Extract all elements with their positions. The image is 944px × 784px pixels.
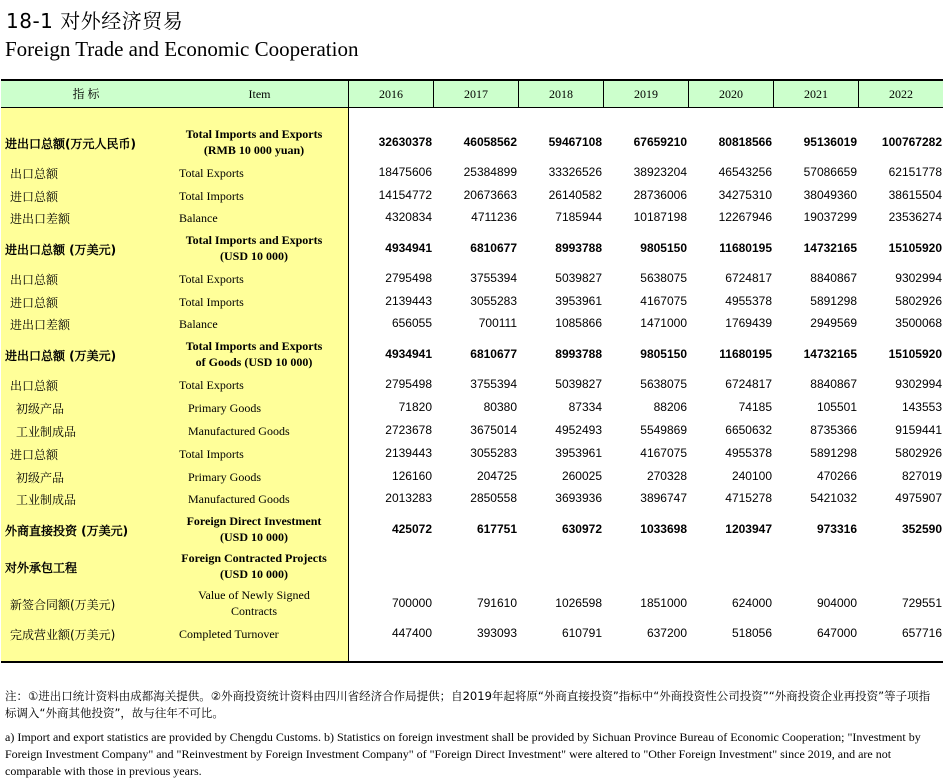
- cell-value: 827019: [901, 469, 942, 483]
- cell-value: 624000: [731, 596, 772, 610]
- row-label-cn: 对外承包工程: [5, 561, 78, 575]
- cell-value: 14154772: [378, 188, 432, 202]
- header-indicator: 指 标: [72, 87, 100, 101]
- header-year-2022: 2022: [889, 87, 913, 101]
- cell-value: 1026598: [555, 596, 602, 610]
- row-label-en: Total Exports: [179, 166, 244, 180]
- cell-value: 5421032: [810, 491, 857, 505]
- cell-value: 260025: [561, 469, 602, 483]
- row-label-cn: 工业制成品: [16, 425, 77, 439]
- cell-value: 1851000: [640, 596, 687, 610]
- row-label-cn: 完成营业额(万美元): [10, 628, 116, 642]
- row-label-en: Total Imports: [179, 447, 244, 461]
- cell-value: 38049360: [803, 188, 857, 202]
- cell-value: 791610: [476, 596, 517, 610]
- cell-value: 470266: [816, 469, 857, 483]
- row-label-cn: 初级产品: [16, 402, 65, 416]
- row-label-en-line: Foreign Direct Investment: [186, 514, 322, 528]
- row-label-en: Balance: [179, 317, 218, 331]
- header-year-2021: 2021: [804, 87, 828, 101]
- row-label-en-line: Total Imports and Exports: [185, 339, 323, 353]
- cell-value: 3755394: [470, 377, 517, 391]
- row-label-en: Completed Turnover: [179, 627, 279, 641]
- cell-value: 1033698: [640, 522, 687, 536]
- cell-value: 617751: [476, 522, 517, 536]
- row-label-en: Balance: [179, 211, 218, 225]
- cell-value: 270328: [646, 469, 687, 483]
- row-label-en: Manufactured Goods: [188, 424, 290, 438]
- cell-value: 9302994: [895, 271, 942, 285]
- cell-value: 9805150: [640, 347, 687, 361]
- row-label-cn: 进出口差额: [10, 318, 71, 332]
- cell-value: 4711236: [471, 210, 517, 224]
- cell-value: 6810677: [470, 347, 517, 361]
- cell-value: 610791: [561, 626, 602, 640]
- row-label-en-line: Foreign Contracted Projects: [181, 551, 327, 565]
- row-label-en: Total Imports: [179, 295, 244, 309]
- cell-value: 700000: [391, 596, 432, 610]
- row-label-en: [169, 550, 339, 582]
- cell-value: 1085866: [555, 316, 602, 330]
- row-label-en: Primary Goods: [188, 401, 261, 415]
- cell-value: 15105920: [888, 347, 942, 361]
- cell-value: 425072: [391, 522, 432, 536]
- row-label-en: Primary Goods: [188, 470, 261, 484]
- cell-value: 33326526: [548, 165, 602, 179]
- cell-value: 80818566: [718, 135, 772, 149]
- cell-value: 2795498: [385, 271, 432, 285]
- cell-value: 5891298: [810, 446, 857, 460]
- cell-value: 3896747: [640, 491, 687, 505]
- cell-value: 19037299: [803, 210, 857, 224]
- cell-value: 4955378: [725, 446, 772, 460]
- cell-value: 656055: [391, 316, 432, 330]
- cell-value: 8993788: [555, 347, 602, 361]
- cell-value: 5802926: [895, 446, 942, 460]
- cell-value: 2850558: [470, 491, 517, 505]
- cell-value: 700111: [478, 316, 517, 330]
- row-label-en: [169, 587, 339, 619]
- cell-value: 3953961: [555, 294, 602, 308]
- cell-value: 8840867: [810, 377, 857, 391]
- cell-value: 637200: [646, 626, 687, 640]
- notes-en: a) Import and export statistics are provided by Chengdu Customs. b) Statistics on foreign investment shall be provided by Sichuan Province Bureau of Economic Cooperation; "Investment by Foreign Investment Company" and "Reinvestment by Foreign Investment Company" of "Foreign Direct Investment" were altered to "Other Foreign Investment" since 2019, and are not comparable with those in previous years.: [5, 730, 921, 778]
- cell-value: 62151778: [888, 165, 942, 179]
- cell-value: 88206: [653, 400, 687, 414]
- cell-value: 11680195: [719, 347, 772, 361]
- cell-value: 393093: [476, 626, 517, 640]
- cell-value: 1769439: [725, 316, 772, 330]
- row-label-cn: 进口总额: [10, 448, 59, 462]
- row-label-cn: 出口总额: [10, 167, 59, 181]
- header-year-2018: 2018: [549, 87, 573, 101]
- cell-value: 904000: [816, 596, 857, 610]
- row-label-en: Total Exports: [179, 378, 244, 392]
- cell-value: 9159441: [895, 423, 942, 437]
- row-label-en-line: Total Imports and Exports: [185, 127, 323, 141]
- cell-value: 729551: [901, 596, 942, 610]
- cell-value: 20673663: [463, 188, 517, 202]
- cell-value: 23536274: [888, 210, 942, 224]
- cell-value: 2139443: [385, 294, 432, 308]
- row-label-en-line: Contracts: [231, 604, 277, 618]
- cell-value: 38615504: [888, 188, 942, 202]
- row-label-cn: 新签合同额(万美元): [10, 598, 116, 612]
- cell-value: 3693936: [555, 491, 602, 505]
- row-label-cn: 进口总额: [10, 296, 59, 310]
- cell-value: 6724817: [725, 377, 772, 391]
- header-year-2020: 2020: [719, 87, 743, 101]
- header-year-2017: 2017: [464, 87, 488, 101]
- cell-value: 14732165: [803, 241, 857, 255]
- cell-value: 5039827: [555, 377, 602, 391]
- cell-value: 28736006: [633, 188, 687, 202]
- cell-value: 5549869: [640, 423, 687, 437]
- page-title-en: Foreign Trade and Economic Cooperation: [5, 37, 359, 61]
- cell-value: 95136019: [803, 135, 857, 149]
- cell-value: 3755394: [470, 271, 517, 285]
- cell-value: 12267946: [718, 210, 772, 224]
- cell-value: 5891298: [810, 294, 857, 308]
- cell-value: 4167075: [640, 294, 687, 308]
- notes-cn: 注：①进出口统计资料由成都海关提供。②外商投资统计资料由四川省经济合作局提供；自2019年起将原“外商直接投资”指标中“外商投资性公司投资”“外商投资企业再投资”等子项指标调入“外商其他投资”，故与往年不可比。: [5, 689, 931, 720]
- cell-value: 9805150: [640, 241, 687, 255]
- cell-value: 7185944: [555, 210, 602, 224]
- cell-value: 8735366: [810, 423, 857, 437]
- cell-value: 3953961: [555, 446, 602, 460]
- cell-value: 11680195: [719, 241, 772, 255]
- cell-value: 71820: [398, 400, 432, 414]
- cell-value: 100767282: [881, 135, 942, 149]
- row-label-en-line: Total Imports and Exports: [185, 233, 323, 247]
- row-label-en-line: (USD 10 000): [220, 567, 288, 581]
- label-column-divider: [348, 108, 349, 661]
- cell-value: 38923204: [633, 165, 687, 179]
- cell-value: 6650632: [725, 423, 772, 437]
- cell-value: 5039827: [555, 271, 602, 285]
- cell-value: 105501: [816, 400, 857, 414]
- cell-value: 352590: [901, 522, 942, 536]
- row-label-en-line: Value of Newly Signed: [198, 588, 310, 602]
- table-bottom-rule: [1, 661, 943, 663]
- row-label-en-line: (USD 10 000): [220, 530, 288, 544]
- cell-value: 4934941: [385, 347, 432, 361]
- row-label-cn: 外商直接投资 (万美元): [5, 524, 129, 538]
- cell-value: 18475606: [378, 165, 432, 179]
- cell-value: 2013283: [385, 491, 432, 505]
- cell-value: 46058562: [463, 135, 517, 149]
- cell-value: 4320834: [385, 210, 432, 224]
- cell-value: 6724817: [725, 271, 772, 285]
- cell-value: 14732165: [803, 347, 857, 361]
- cell-value: 15105920: [888, 241, 942, 255]
- header-year-2019: 2019: [634, 87, 658, 101]
- cell-value: 1471000: [640, 316, 687, 330]
- row-label-en: Total Imports: [179, 189, 244, 203]
- cell-value: 2723678: [385, 423, 432, 437]
- cell-value: 657716: [901, 626, 942, 640]
- row-label-en: Manufactured Goods: [188, 492, 290, 506]
- cell-value: 4934941: [385, 241, 432, 255]
- row-label-en-line: (RMB 10 000 yuan): [203, 143, 305, 157]
- row-label-en: [169, 338, 339, 370]
- cell-value: 447400: [391, 626, 432, 640]
- cell-value: 4715278: [725, 491, 772, 505]
- cell-value: 8993788: [555, 241, 602, 255]
- cell-value: 518056: [731, 626, 772, 640]
- cell-value: 647000: [816, 626, 857, 640]
- cell-value: 46543256: [718, 165, 772, 179]
- cell-value: 67659210: [633, 135, 687, 149]
- cell-value: 143553: [901, 400, 942, 414]
- cell-value: 126160: [391, 469, 432, 483]
- row-label-en: Total Exports: [179, 272, 244, 286]
- row-label-cn: 进出口总额 (万美元): [5, 349, 117, 363]
- cell-value: 4955378: [725, 294, 772, 308]
- cell-value: 87334: [568, 400, 602, 414]
- row-label-en: [169, 126, 339, 158]
- row-label-cn: 进出口总额(万元人民币): [5, 137, 136, 151]
- cell-value: 59467108: [548, 135, 602, 149]
- cell-value: 10187198: [633, 210, 687, 224]
- cell-value: 57086659: [803, 165, 857, 179]
- row-label-cn: 进出口差额: [10, 212, 71, 226]
- cell-value: 240100: [731, 469, 772, 483]
- cell-value: 1203947: [725, 522, 772, 536]
- row-label-cn: 出口总额: [10, 273, 59, 287]
- cell-value: 34275310: [718, 188, 772, 202]
- cell-value: 3500068: [895, 316, 942, 330]
- row-label-en: [169, 513, 339, 545]
- cell-value: 9302994: [895, 377, 942, 391]
- cell-value: 74185: [738, 400, 772, 414]
- cell-value: 5638075: [640, 271, 687, 285]
- cell-value: 5638075: [640, 377, 687, 391]
- cell-value: 26140582: [548, 188, 602, 202]
- header-item: Item: [248, 87, 271, 101]
- row-label-en: [169, 232, 339, 264]
- page-title-cn: 18-1 对外经济贸易: [6, 9, 184, 33]
- row-label-en-line: of Goods (USD 10 000): [195, 355, 313, 369]
- table-header: [1, 81, 943, 108]
- cell-value: 25384899: [463, 165, 517, 179]
- cell-value: 80380: [483, 400, 517, 414]
- cell-value: 973316: [816, 522, 857, 536]
- row-label-cn: 工业制成品: [16, 493, 77, 507]
- cell-value: 630972: [561, 522, 602, 536]
- row-label-cn: 初级产品: [16, 471, 65, 485]
- cell-value: 204725: [476, 469, 517, 483]
- cell-value: 4167075: [640, 446, 687, 460]
- cell-value: 2139443: [385, 446, 432, 460]
- cell-value: 2949569: [810, 316, 857, 330]
- cell-value: 32630378: [378, 135, 432, 149]
- cell-value: 6810677: [470, 241, 517, 255]
- cell-value: 3055283: [470, 446, 517, 460]
- row-label-cn: 进出口总额 (万美元): [5, 243, 117, 257]
- row-label-cn: 出口总额: [10, 379, 59, 393]
- cell-value: 4975907: [895, 491, 942, 505]
- cell-value: 8840867: [810, 271, 857, 285]
- cell-value: 4952493: [555, 423, 602, 437]
- cell-value: 3675014: [470, 423, 517, 437]
- row-label-cn: 进口总额: [10, 190, 59, 204]
- cell-value: 3055283: [470, 294, 517, 308]
- row-label-en-line: (USD 10 000): [220, 249, 288, 263]
- header-year-2016: 2016: [379, 87, 403, 101]
- cell-value: 5802926: [895, 294, 942, 308]
- cell-value: 2795498: [385, 377, 432, 391]
